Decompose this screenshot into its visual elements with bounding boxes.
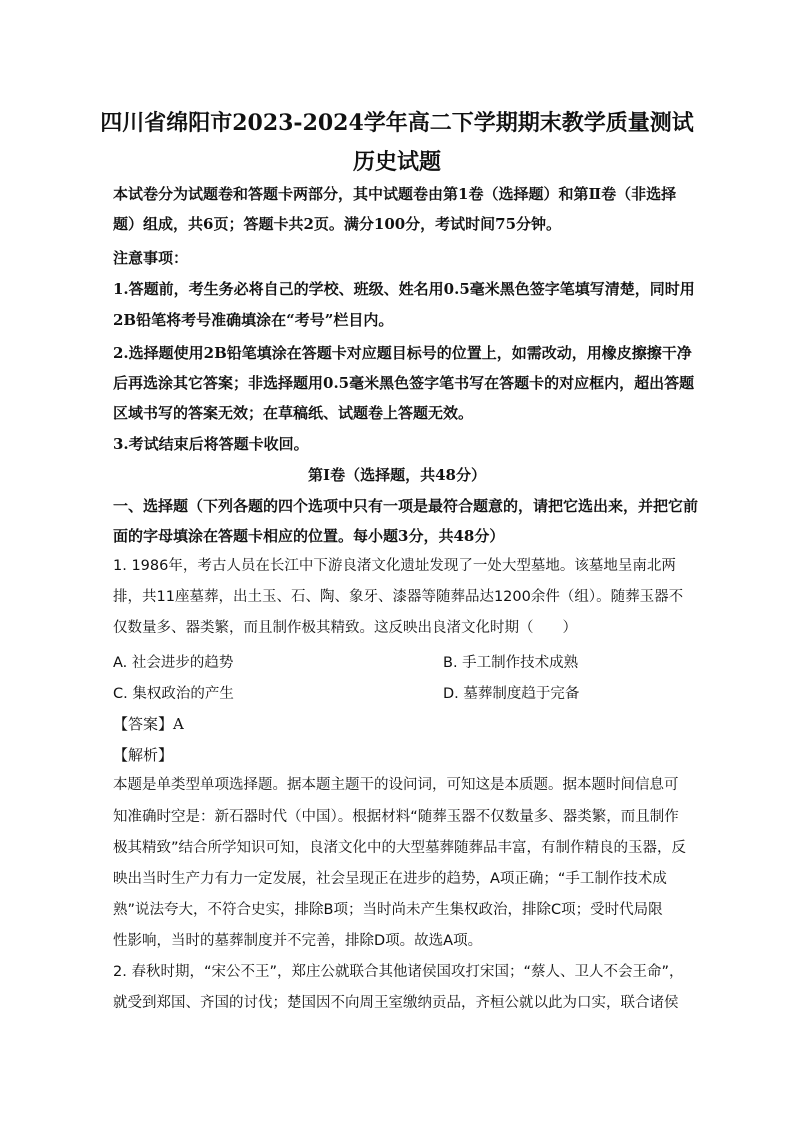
notes-line: 3.考试结束后将答题卡收回。 [113, 435, 309, 453]
answer-label: 【答案】A [113, 715, 184, 733]
question-2-stem: 2. 春秋时期，“宋公不王”，郑庄公就联合其他诸侯国攻打宋国；“蔡人、卫人不会王命”， [113, 964, 684, 980]
doc-subtitle: 历史试题 [352, 149, 441, 175]
notes-line: 区域书写的答案无效；在草稿纸、试题卷上答题无效。 [113, 404, 474, 422]
analysis-label: 【解析】 [113, 746, 174, 764]
section-instructions: 一、选择题（下列各题的四个选项中只有一项是最符合题意的，请把它选出来，并把它前 [113, 497, 699, 515]
doc-title: 四川省绵阳市2023-2024学年高二下学期期末教学质量测试 [100, 110, 694, 136]
notes-line: 后再选涂其它答案；非选择题用0.5毫米黑色签字笔书写在答题卡的对应框内，超出答题 [113, 374, 695, 392]
analysis-line: 本题是单类型单项选择题。据本题主题干的设问词，可知这是本质题。据本题时间信息可 [113, 777, 679, 793]
intro-line: 本试卷分为试题卷和答题卡两部分，其中试题卷由第1卷（选择题）和第Ⅱ卷（非选择 [113, 185, 677, 203]
option-a: A. 社会进步的趋势 [113, 655, 234, 671]
analysis-line: 熟”说法夸大，不符合史实，排除B项；当时尚未产生集权政治，排除C项；受时代局限 [113, 902, 663, 918]
notes-line: 2B铅笔将考号准确填涂在“考号”栏目内。 [113, 311, 394, 329]
intro-line: 题）组成，共6页；答题卡共2页。满分100分，考试时间75分钟。 [113, 215, 562, 233]
question-1-stem: 1. 1986年，考古人员在长江中下游良渚文化遗址发现了一处大型墓地。该墓地呈南北两 [113, 558, 676, 574]
analysis-line: 性影响，当时的墓葬制度并不完善，排除D项。故选A项。 [113, 933, 483, 949]
notes-line: 1.答题前，考生务必将自己的学校、班级、姓名用0.5毫米黑色签字笔填写清楚，同时用 [113, 280, 695, 298]
section-instructions: 面的字母填涂在答题卡相应的位置。每小题3分，共48分） [113, 527, 505, 545]
question-2-stem: 就受到郑国、齐国的讨伐；楚国因不向周王室缴纳贡品，齐桓公就以此为口实，联合诸侯 [113, 995, 679, 1011]
section-heading: 第I卷（选择题，共48分） [308, 466, 486, 484]
question-1-stem: 排，共11座墓葬，出土玉、石、陶、象牙、漆器等随葬品达1200余件（组）。随葬玉器不 [113, 589, 684, 605]
analysis-line: 极其精致”结合所学知识可知，良渚文化中的大型墓葬随葬品丰富，有制作精良的玉器，反 [113, 840, 687, 856]
option-b: B. 手工制作技术成熟 [443, 655, 579, 671]
notes-line: 2.选择题使用2B铅笔填涂在答题卡对应题目标号的位置上，如需改动，用橡皮擦擦干净 [113, 344, 692, 362]
option-c: C. 集权政治的产生 [113, 686, 234, 702]
question-1-stem: 仅数量多、器类繁，而且制作极其精致。这反映出良渚文化时期（ ） [113, 620, 577, 636]
analysis-line: 知准确时空是：新石器时代（中国）。根据材料“随葬玉器不仅数量多、器类繁，而且制作 [113, 809, 679, 825]
analysis-line: 映出当时生产力有力一定发展，社会呈现正在进步的趋势，A项正确；“手工制作技术成 [113, 871, 667, 887]
option-d: D. 墓葬制度趋于完备 [443, 686, 580, 702]
notes-heading: 注意事项： [113, 249, 189, 267]
